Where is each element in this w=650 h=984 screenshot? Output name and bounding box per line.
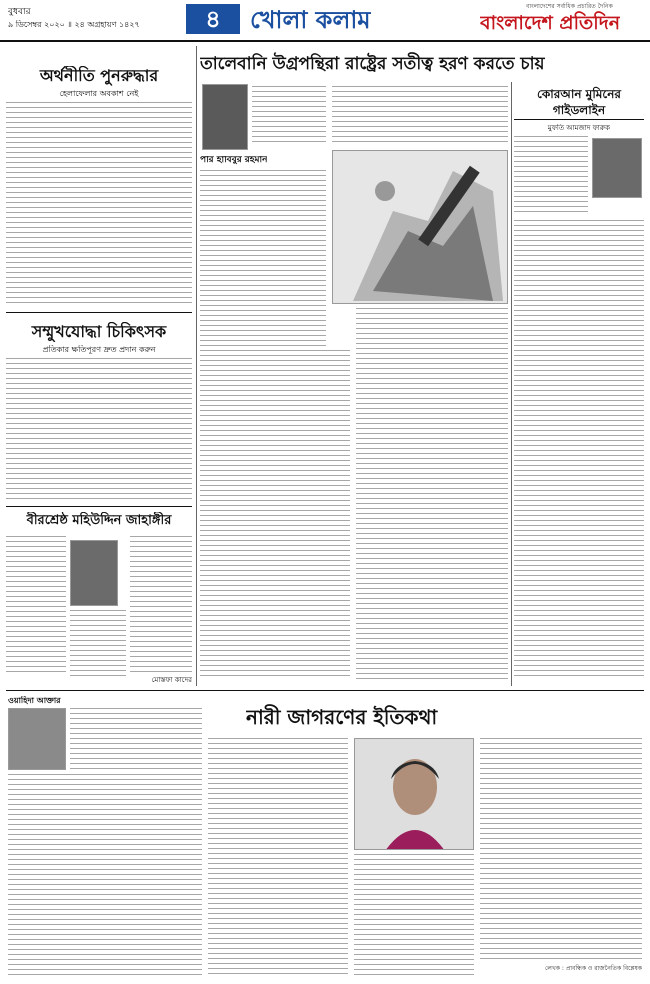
page-number: ৪ — [205, 5, 221, 33]
author-photo — [202, 84, 248, 150]
paper-logo: বাংলাদেশ প্রতিদিন — [480, 12, 621, 34]
bottom-body-col-0 — [70, 708, 202, 770]
tribute-body-b — [70, 610, 126, 676]
tribute-divider — [6, 506, 192, 507]
masthead — [0, 0, 650, 46]
left-column — [6, 46, 192, 686]
tribute-byline: মোস্তফা কাদের — [151, 676, 192, 684]
bottom-author-photo — [8, 708, 66, 770]
main-illustration — [332, 150, 508, 304]
main-right-separator — [511, 82, 512, 686]
bottom-byline: ওয়াহিদা আক্তার — [8, 696, 61, 705]
masthead-rule — [0, 40, 650, 42]
editorial-1-body — [6, 102, 192, 307]
right-column — [514, 46, 644, 686]
quran-body-b — [514, 220, 644, 680]
main-body-col-1 — [252, 86, 326, 146]
editorial-2-subtitle: প্রতিকার ক্ষতিপূরণ দ্রুত প্রদান করুন — [42, 345, 156, 354]
quran-byline: মুফতি আমজাদ ফারুক — [547, 124, 611, 132]
quran-title-line-1: কোরআন মুমিনের — [536, 87, 622, 101]
page-mid-rule — [6, 690, 644, 691]
bottom-article — [6, 692, 644, 980]
tribute-body-a — [6, 536, 66, 676]
bottom-headline: নারী জাগরণের ইতিকথা — [246, 705, 438, 729]
illustration-art — [333, 151, 508, 304]
bottom-body-col-3 — [354, 854, 474, 976]
quran-author-photo — [592, 138, 642, 198]
main-body-col-4 — [356, 308, 508, 680]
tribute-title: বীরশ্রেষ্ঠ মহিউদ্দিন জাহাঙ্গীর — [26, 513, 172, 528]
editorial-1-title: অর্থনীতি পুনরুদ্ধার — [39, 66, 159, 85]
bottom-footnote: লেখক : প্রাবন্ধিক ও রাজনৈতিক বিশ্লেষক — [544, 965, 642, 972]
quran-title — [514, 86, 644, 120]
main-body-col-1b — [200, 170, 326, 346]
bottom-featured-photo — [354, 738, 474, 850]
tribute-portrait — [70, 540, 118, 606]
paper-tagline: বাংলাদেশের সর্বাধিক প্রচারিত দৈনিক — [526, 3, 613, 10]
editorial-2-body — [6, 358, 192, 500]
issue-date: ৯ ডিসেম্বর ২০২০ ॥ ২৪ অগ্রহায়ণ ১৪২৭ — [8, 20, 140, 29]
bottom-body-col-4 — [480, 738, 642, 960]
featured-portrait-art — [355, 739, 474, 850]
left-column-separator — [196, 46, 197, 686]
section-title: খোলা কলাম — [250, 5, 371, 34]
bottom-body-col-2 — [208, 738, 348, 976]
issue-day: বুধবার — [8, 8, 31, 17]
quran-title-line-2: গাইডলাইন — [552, 103, 606, 117]
editorial-1-subtitle: হেলাফেলার অবকাশ নেই — [59, 89, 139, 98]
main-article — [200, 46, 545, 686]
quran-body-a — [514, 136, 588, 216]
main-body-col-3 — [200, 350, 350, 680]
editorial-2-title: সম্মুখযোদ্ধা চিকিৎসক — [31, 322, 167, 341]
main-headline: তালেবানি উগ্রপন্থিরা রাষ্ট্রের সতীত্ব হরণ করতে চায় — [200, 54, 545, 74]
bottom-body-col-1 — [8, 774, 202, 976]
editorial-divider — [6, 312, 192, 313]
tribute-body-c — [130, 536, 192, 676]
main-body-col-2 — [332, 86, 508, 144]
page-number-badge — [186, 4, 240, 34]
main-byline: পীর হাবিবুর রহমান — [200, 156, 268, 165]
